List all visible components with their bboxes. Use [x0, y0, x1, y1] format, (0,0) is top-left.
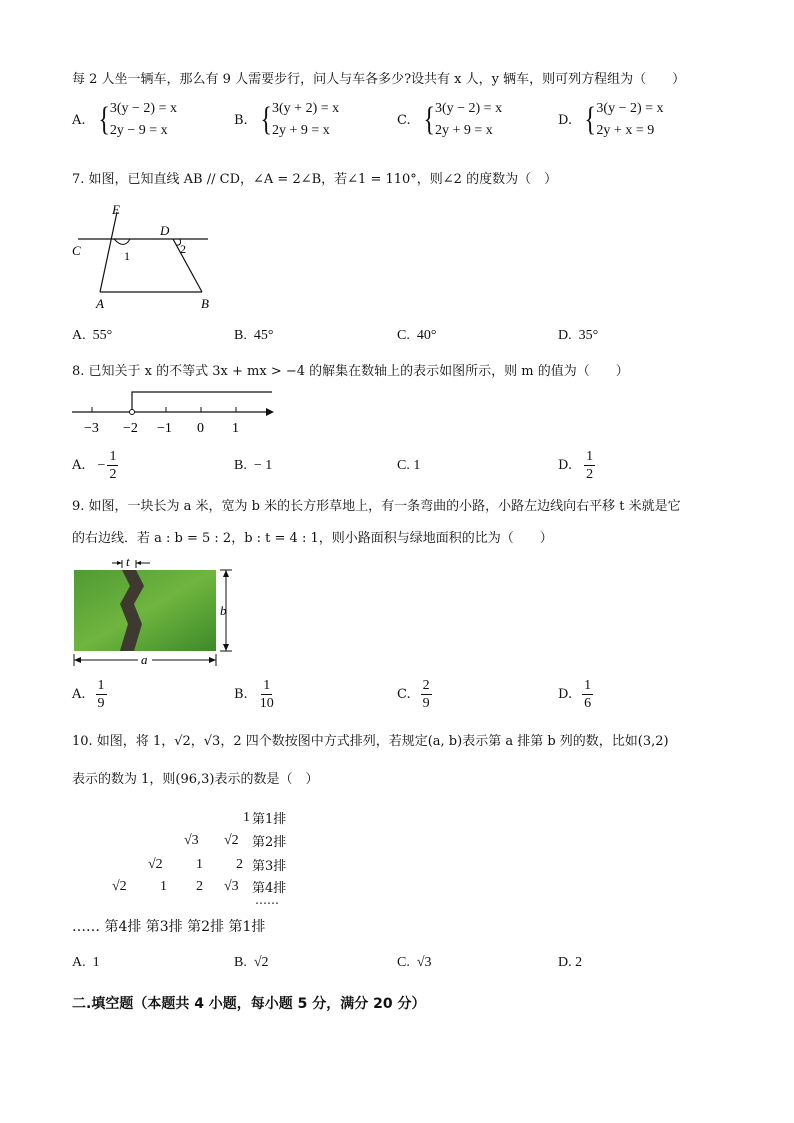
label-c: C	[72, 243, 81, 258]
option-label: D.	[558, 458, 573, 473]
tick-label: −3	[84, 421, 99, 436]
q9-option-d[interactable]	[558, 677, 593, 712]
option-value: 2	[575, 955, 583, 970]
numerator: 1	[586, 449, 594, 464]
label-t: t	[126, 554, 130, 569]
numerator: 1	[263, 678, 271, 693]
numerator: 2	[422, 678, 430, 693]
b-arrowhead	[223, 570, 229, 577]
row2-cell: √2	[224, 833, 239, 848]
brace: {	[423, 101, 435, 138]
fraction	[421, 677, 432, 712]
option-value: 35°	[578, 328, 599, 343]
option-label: C.	[397, 955, 410, 970]
row3-label: 第3排	[252, 859, 287, 874]
equation: 3(y − 2) = x	[109, 101, 177, 116]
equation: 3(y + 2) = x	[272, 101, 340, 116]
option-label: D.	[558, 955, 572, 970]
q7-figure	[70, 198, 220, 316]
q6-option-a[interactable]	[72, 98, 177, 142]
brace: {	[584, 101, 596, 138]
numerator: 1	[584, 678, 592, 693]
option-label: C.	[397, 112, 411, 128]
q9-option-b[interactable]	[234, 677, 276, 712]
option-label: A.	[72, 458, 86, 473]
row3-cell: 2	[236, 857, 243, 872]
q10-stem-line1: 10. 如图，将 1，√2，√3，2 四个数按图中方式排列，若规定(a, b)表示第 a 排第 b 列的数，比如(3,2)	[72, 734, 669, 749]
line-db	[173, 239, 202, 292]
q6-option-d[interactable]	[558, 98, 664, 142]
equation: 2y + 9 = x	[434, 123, 493, 138]
option-value: 1	[413, 458, 421, 473]
q8-number-line	[70, 386, 280, 438]
q7-stem: 7. 如图，已知直线 AB // CD，∠A = 2∠B，若∠1 = 110°，则∠2 的度数为（ ）	[72, 172, 558, 187]
tick-label: −2	[123, 421, 138, 436]
option-label: A.	[72, 955, 86, 970]
row3-cell: 1	[196, 857, 203, 872]
option-label: A.	[72, 112, 86, 128]
option-label: D.	[558, 687, 573, 702]
fraction	[584, 448, 595, 483]
q9-stem-line2: 的右边线．若 a : b = 5 : 2，b : t = 4 : 1，则小路面积与绿地面积的比为（ ）	[72, 531, 553, 546]
tick-label: −1	[157, 421, 172, 436]
row4-cell: √2	[112, 879, 127, 894]
equation: 2y − 9 = x	[109, 123, 168, 138]
q8-option-a[interactable]	[72, 448, 118, 483]
equation: 3(y − 2) = x	[596, 101, 664, 116]
row1-label: 第1排	[252, 812, 287, 827]
option-label: A.	[72, 328, 86, 343]
brace: {	[97, 101, 110, 138]
option-label: B.	[234, 112, 248, 128]
option-label: C.	[397, 458, 410, 473]
q8-option-b[interactable]	[234, 458, 272, 474]
option-value: √2	[253, 955, 269, 970]
option-label: C.	[397, 328, 410, 343]
equation: 2y + x = 9	[596, 123, 655, 138]
fraction	[107, 448, 118, 483]
denominator: 6	[584, 696, 592, 711]
label-e: E	[112, 202, 120, 217]
continuation-dots: ……	[255, 893, 279, 907]
row2-label: 第2排	[252, 835, 287, 850]
option-label: D.	[558, 328, 572, 343]
denominator: 10	[259, 696, 274, 711]
label-b: b	[220, 603, 227, 618]
brace: {	[260, 101, 272, 138]
row4-cell: 2	[196, 879, 203, 894]
label-b: B	[201, 296, 209, 311]
q7-option-c[interactable]	[397, 328, 436, 344]
equation: 3(y − 2) = x	[434, 101, 503, 116]
q9-stem-line1: 9. 如图，一块长为 a 米，宽为 b 米的长方形草地上，有一条弯曲的小路，小路左边线向右平移 t 米就是它	[72, 499, 681, 514]
row4-label: 第4排	[252, 881, 287, 896]
option-label: A.	[72, 687, 86, 702]
q9-option-c[interactable]	[397, 677, 432, 712]
section-2-heading: 二.填空题（本题共 4 小题，每小题 5 分，满分 20 分）	[72, 996, 426, 1012]
denominator: 9	[422, 696, 430, 711]
option-label: B.	[234, 687, 248, 702]
q9-option-a[interactable]	[72, 677, 107, 712]
fraction	[258, 677, 276, 712]
label-angle-2: 2	[180, 242, 186, 256]
row-labels-bottom: …… 第4排 第3排 第2排 第1排	[72, 919, 266, 935]
a-arrowhead	[209, 657, 216, 663]
grass-field	[74, 570, 216, 651]
option-label: B.	[234, 458, 247, 473]
row1-cell: 1	[243, 810, 250, 825]
option-value: 1	[92, 955, 100, 970]
option-label: B.	[234, 955, 247, 970]
solution-bracket	[132, 392, 272, 412]
option-label: C.	[397, 687, 411, 702]
q10-stem-line2: 表示的数为 1，则(96,3)表示的数是（ ）	[72, 772, 319, 787]
denominator: 2	[109, 467, 117, 482]
axis-arrow	[266, 408, 274, 416]
q6-option-b[interactable]	[234, 98, 339, 142]
angle-1-arc	[114, 239, 130, 245]
row2-cell: √3	[184, 833, 199, 848]
b-arrowhead	[223, 644, 229, 651]
q10-option-a[interactable]	[72, 955, 100, 971]
option-label: D.	[558, 112, 573, 128]
option-value: √3	[416, 955, 432, 970]
q10-option-b[interactable]	[234, 955, 269, 971]
q10-option-d[interactable]	[558, 955, 582, 971]
fraction	[96, 677, 107, 712]
q6-stem: 每 2 人坐一辆车，那么有 9 人需要步行，问人与车各多少?设共有 x 人，y 辆车，则可列方程组为（ ）	[72, 72, 686, 87]
numerator: 1	[97, 678, 105, 693]
open-circle	[130, 410, 135, 415]
fraction	[582, 677, 593, 712]
q10-option-c[interactable]	[397, 955, 432, 971]
q8-option-c[interactable]	[397, 458, 420, 474]
minus-sign: −	[97, 457, 106, 473]
q8-option-d[interactable]	[558, 448, 595, 483]
row3-cell: √2	[148, 857, 163, 872]
label-a: A	[96, 296, 104, 311]
q7-option-d[interactable]	[558, 328, 598, 344]
tick-label: 1	[232, 421, 239, 436]
numerator: 1	[109, 449, 117, 464]
q9-figure	[70, 552, 240, 670]
denominator: 2	[586, 467, 594, 482]
q7-option-a[interactable]	[72, 328, 112, 344]
option-label: B.	[234, 328, 247, 343]
row4-cell: √3	[224, 879, 239, 894]
option-value: 40°	[416, 328, 437, 343]
option-value: 55°	[92, 328, 113, 343]
t-arrowhead	[117, 561, 122, 565]
denominator: 9	[97, 696, 105, 711]
row4-cell: 1	[160, 879, 167, 894]
q6-option-c[interactable]	[397, 98, 502, 142]
q7-option-b[interactable]	[234, 328, 273, 344]
label-a: a	[141, 652, 148, 667]
option-value: 45°	[253, 328, 274, 343]
tick-label: 0	[197, 421, 204, 436]
option-value: − 1	[253, 458, 273, 473]
q8-stem: 8. 已知关于 x 的不等式 3x + mx > −4 的解集在数轴上的表示如图所示，则 m 的值为（ ）	[72, 364, 629, 379]
line-ae	[100, 212, 117, 292]
label-d: D	[160, 223, 170, 238]
label-angle-1: 1	[124, 249, 130, 263]
a-arrowhead	[74, 657, 81, 663]
equation: 2y + 9 = x	[272, 123, 330, 138]
t-arrowhead	[136, 561, 141, 565]
